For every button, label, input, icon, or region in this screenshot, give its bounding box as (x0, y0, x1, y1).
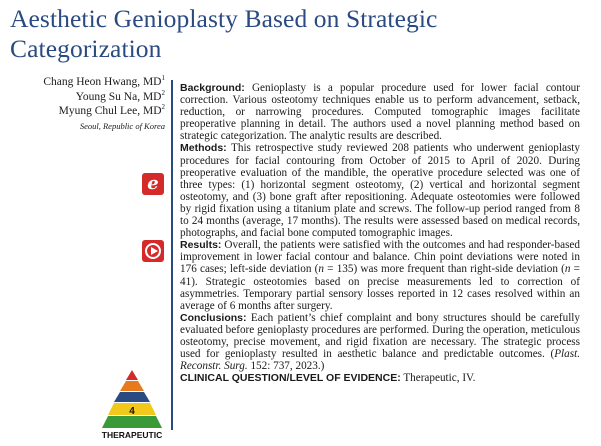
author-location: Seoul, Republic of Korea (79, 121, 165, 131)
abstract (180, 82, 580, 384)
level-label: CLINICAL QUESTION/LEVEL OF EVIDENCE: (180, 372, 401, 385)
methods-text: This retrospective study reviewed 208 patients who underwent genioplasty procedures for facial contouring from October of 2015 to April of 2020. During preoperative evaluation of the mandible, the operative procedure selected was one of three types: (1) horizontal segment osteotomy, (2) vertical and horizontal segment osteotomy, and (3) bone graft after repositioning. Adequate osteotomies were followed by rigid fixation using a titanium plate and screws. The follow-up period ranged from 8 to 24 months (average, 17 months). The results were assessed based on medical records, photographs, and facial bone computed tomographic images. (180, 142, 580, 240)
electronic-supplement-icon[interactable]: e (142, 173, 164, 195)
results-n-1: n (318, 263, 324, 276)
citation-journal: Plast. Reconstr. Surg. (180, 348, 580, 373)
title-line-2: Categorization (10, 34, 162, 63)
video-play-icon[interactable] (142, 240, 164, 262)
background-text: Genioplasty is a popular procedure used for lower facial contour correction. Various osteotomy techniques enable us to perform advancement, setback, reduction, or narrowing procedures. Computed tomographic images facilitate preoperative planning in detail. The authors used a novel planning method based on strategic categorization. The analytic results are described. (180, 82, 580, 143)
author-3: Myung Chul Lee, $MD^2$ (58, 103, 165, 117)
divider-rule (171, 80, 173, 430)
abstract-methods (180, 142, 580, 239)
evidence-category-label: THERAPEUTIC (96, 430, 168, 441)
abstract-background (180, 82, 580, 142)
abstract-level-of-evidence (180, 372, 580, 384)
author-1: Chang Heon Hwang, $MD^1$ (43, 74, 165, 88)
evidence-level-number: 4 (129, 406, 135, 417)
results-label: Results: (180, 239, 222, 252)
abstract-conclusions (180, 312, 580, 372)
results-text-3: = 41). Strategic osteotomies based on precise measurements led to correction of asymmetries. Temporary partial sensory losses reported in 12 cases resolved within an average of 6 months after surgery. (180, 263, 580, 312)
author-list (10, 75, 165, 119)
results-text-1: Overall, the patients were satisfied with the outcomes and had responder-based improvement in lower facial contour and balance. Chin point deviations were noted in 176 cases; left-side deviation ( (180, 239, 580, 276)
results-n-2: n (564, 263, 571, 276)
citation: (Plast. Reconstr. Surg. 152: 737, 2023.) (180, 348, 580, 373)
abstract-results (180, 239, 580, 312)
methods-label: Methods: (180, 142, 227, 155)
background-label: Background: (180, 82, 245, 94)
level-text: Therapeutic, IV. (400, 372, 476, 385)
conclusions-text: Each patient’s chief complaint and bony structures should be carefully evaluated before genioplasty procedures are performed. During the operation, meticulous osteotomy, precise movement, and rigid fixation are necessary. The strategic process used for genioplasty resulted in aesthetic balance and predictable outcomes. (180, 311, 580, 361)
author-2: Young Su Na, $MD^2$ (75, 88, 165, 103)
title-line-1: Aesthetic Genioplasty Based on Strategic (10, 4, 438, 33)
results-text-2: = 135) was more frequent than right-side deviation ( (323, 263, 565, 276)
article-title (10, 4, 595, 64)
conclusions-label: Conclusions: (180, 311, 247, 324)
